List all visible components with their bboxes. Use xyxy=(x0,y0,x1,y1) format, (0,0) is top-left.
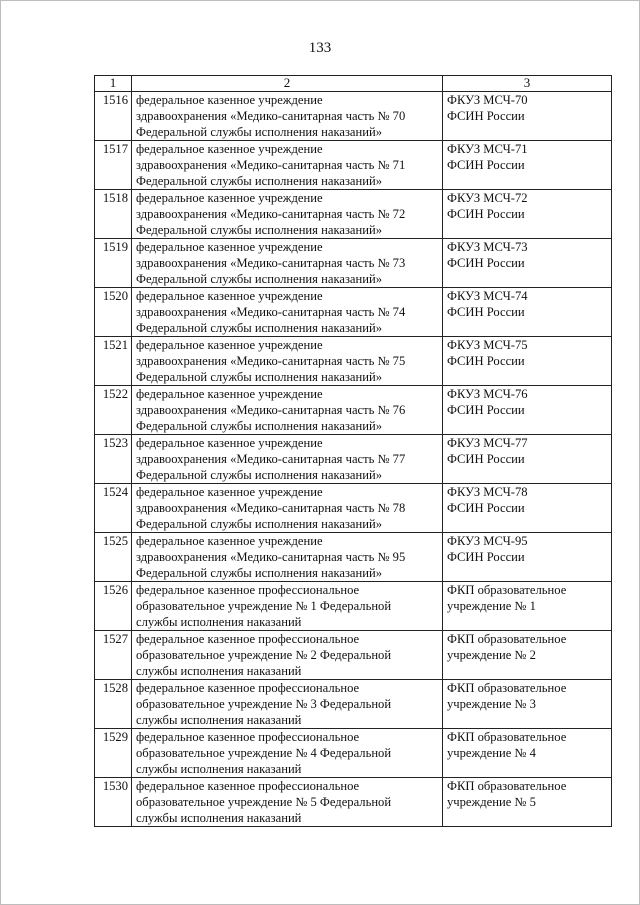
short-name-cell xyxy=(443,141,612,190)
row-number: 1516 xyxy=(95,92,132,141)
table-header-row xyxy=(95,76,612,92)
institution-name-cell xyxy=(132,533,443,582)
row-number: 1522 xyxy=(95,386,132,435)
short-name-line: ФКУЗ МСЧ-72 xyxy=(447,191,528,205)
institution-name-line: Федеральной службы исполнения наказаний» xyxy=(136,468,383,482)
table-row xyxy=(95,386,612,435)
row-number: 1524 xyxy=(95,484,132,533)
table-body xyxy=(95,92,612,827)
short-name-line: ФКУЗ МСЧ-71 xyxy=(447,142,528,156)
short-name-cell xyxy=(443,533,612,582)
short-name-line: ФСИН России xyxy=(447,550,525,564)
short-name-line: ФСИН России xyxy=(447,501,525,515)
short-name-cell xyxy=(443,386,612,435)
institution-name-line: образовательное учреждение № 5 Федеральной xyxy=(136,795,392,809)
institution-name-cell xyxy=(132,386,443,435)
short-name-line: ФКУЗ МСЧ-78 xyxy=(447,485,528,499)
row-number: 1530 xyxy=(95,778,132,827)
short-name-cell xyxy=(443,435,612,484)
short-name-line: учреждение № 2 xyxy=(447,648,536,662)
institution-name-line: Федеральной службы исполнения наказаний» xyxy=(136,321,383,335)
institution-name-line: здравоохранения «Медико-санитарная часть № 72 xyxy=(136,207,406,221)
short-name-line: ФСИН России xyxy=(447,452,525,466)
table-row xyxy=(95,582,612,631)
short-name-line: ФКУЗ МСЧ-74 xyxy=(447,289,528,303)
short-name-line: учреждение № 4 xyxy=(447,746,536,760)
short-name-line: ФКП образовательное xyxy=(447,681,567,695)
table-row xyxy=(95,435,612,484)
table-row xyxy=(95,239,612,288)
institution-name-line: Федеральной службы исполнения наказаний» xyxy=(136,223,383,237)
short-name-line: ФКП образовательное xyxy=(447,583,567,597)
institution-name-line: Федеральной службы исполнения наказаний» xyxy=(136,125,383,139)
institution-name-cell xyxy=(132,729,443,778)
short-name-cell xyxy=(443,729,612,778)
institution-name-line: здравоохранения «Медико-санитарная часть № 73 xyxy=(136,256,406,270)
institution-name-cell xyxy=(132,239,443,288)
institution-name-line: федеральное казенное профессиональное xyxy=(136,779,360,793)
short-name-cell xyxy=(443,484,612,533)
institution-name-line: федеральное казенное учреждение xyxy=(136,485,323,499)
row-number: 1527 xyxy=(95,631,132,680)
institution-name-line: федеральное казенное учреждение xyxy=(136,240,323,254)
institution-name-line: службы исполнения наказаний xyxy=(136,762,302,776)
row-number: 1521 xyxy=(95,337,132,386)
short-name-line: ФСИН России xyxy=(447,403,525,417)
institution-name-cell xyxy=(132,484,443,533)
institution-name-line: федеральное казенное учреждение xyxy=(136,436,323,450)
institution-name-line: Федеральной службы исполнения наказаний» xyxy=(136,517,383,531)
short-name-cell xyxy=(443,190,612,239)
institutions-table xyxy=(94,75,612,827)
institution-name-cell xyxy=(132,435,443,484)
institution-name-line: здравоохранения «Медико-санитарная часть № 71 xyxy=(136,158,406,172)
short-name-line: ФКУЗ МСЧ-75 xyxy=(447,338,528,352)
short-name-cell xyxy=(443,778,612,827)
institution-name-cell xyxy=(132,288,443,337)
row-number: 1529 xyxy=(95,729,132,778)
institution-name-line: федеральное казенное учреждение xyxy=(136,387,323,401)
institution-name-line: службы исполнения наказаний xyxy=(136,615,302,629)
table-row xyxy=(95,680,612,729)
short-name-line: ФКУЗ МСЧ-77 xyxy=(447,436,528,450)
short-name-line: ФКУЗ МСЧ-70 xyxy=(447,93,528,107)
short-name-line: ФКУЗ МСЧ-73 xyxy=(447,240,528,254)
row-number: 1517 xyxy=(95,141,132,190)
institution-name-line: федеральное казенное учреждение xyxy=(136,534,323,548)
row-number: 1520 xyxy=(95,288,132,337)
institution-name-line: федеральное казенное профессиональное xyxy=(136,583,360,597)
short-name-line: ФСИН России xyxy=(447,109,525,123)
institution-name-cell xyxy=(132,92,443,141)
institution-name-line: образовательное учреждение № 4 Федеральной xyxy=(136,746,392,760)
short-name-line: ФКП образовательное xyxy=(447,632,567,646)
table-row xyxy=(95,729,612,778)
short-name-line: ФКП образовательное xyxy=(447,730,567,744)
institution-name-line: образовательное учреждение № 2 Федеральной xyxy=(136,648,392,662)
institution-name-line: Федеральной службы исполнения наказаний» xyxy=(136,566,383,580)
institution-name-line: службы исполнения наказаний xyxy=(136,811,302,825)
table-row xyxy=(95,288,612,337)
table-row xyxy=(95,484,612,533)
institution-name-line: здравоохранения «Медико-санитарная часть № 95 xyxy=(136,550,406,564)
institution-name-cell xyxy=(132,141,443,190)
short-name-line: ФСИН России xyxy=(447,305,525,319)
institution-name-line: Федеральной службы исполнения наказаний» xyxy=(136,174,383,188)
institution-name-line: образовательное учреждение № 1 Федеральной xyxy=(136,599,392,613)
column-header-abbreviation: 3 xyxy=(443,76,612,92)
institution-name-cell xyxy=(132,680,443,729)
row-number: 1526 xyxy=(95,582,132,631)
institution-name-line: федеральное казенное профессиональное xyxy=(136,632,360,646)
institution-name-line: федеральное казенное учреждение xyxy=(136,338,323,352)
institution-name-line: здравоохранения «Медико-санитарная часть № 78 xyxy=(136,501,406,515)
row-number: 1523 xyxy=(95,435,132,484)
short-name-cell xyxy=(443,631,612,680)
institution-name-cell xyxy=(132,631,443,680)
table-row xyxy=(95,337,612,386)
row-number: 1519 xyxy=(95,239,132,288)
institution-name-line: Федеральной службы исполнения наказаний» xyxy=(136,272,383,286)
institution-name-line: здравоохранения «Медико-санитарная часть № 70 xyxy=(136,109,406,123)
institution-name-line: образовательное учреждение № 3 Федеральной xyxy=(136,697,392,711)
short-name-cell xyxy=(443,582,612,631)
row-number: 1518 xyxy=(95,190,132,239)
short-name-cell xyxy=(443,239,612,288)
short-name-line: ФСИН России xyxy=(447,354,525,368)
short-name-line: ФКУЗ МСЧ-95 xyxy=(447,534,528,548)
institution-name-cell xyxy=(132,337,443,386)
page-number: 133 xyxy=(308,40,332,56)
short-name-line: ФКУЗ МСЧ-76 xyxy=(447,387,528,401)
short-name-line: учреждение № 5 xyxy=(447,795,536,809)
short-name-cell xyxy=(443,680,612,729)
table-row xyxy=(95,92,612,141)
short-name-line: ФСИН России xyxy=(447,158,525,172)
institution-name-line: здравоохранения «Медико-санитарная часть № 75 xyxy=(136,354,406,368)
institution-name-line: федеральное казенное учреждение xyxy=(136,289,323,303)
institution-name-line: службы исполнения наказаний xyxy=(136,713,302,727)
institution-name-cell xyxy=(132,778,443,827)
short-name-line: ФСИН России xyxy=(447,256,525,270)
short-name-cell xyxy=(443,92,612,141)
row-number: 1528 xyxy=(95,680,132,729)
institution-name-line: Федеральной службы исполнения наказаний» xyxy=(136,419,383,433)
short-name-line: ФСИН России xyxy=(447,207,525,221)
short-name-cell xyxy=(443,337,612,386)
institution-name-line: здравоохранения «Медико-санитарная часть № 76 xyxy=(136,403,406,417)
institution-name-line: федеральное казенное профессиональное xyxy=(136,681,360,695)
table-row xyxy=(95,141,612,190)
institution-name-line: Федеральной службы исполнения наказаний» xyxy=(136,370,383,384)
institution-name-line: федеральное казенное учреждение xyxy=(136,142,323,156)
institution-name-line: федеральное казенное учреждение xyxy=(136,191,323,205)
short-name-cell xyxy=(443,288,612,337)
table-row xyxy=(95,631,612,680)
table-row xyxy=(95,533,612,582)
row-number: 1525 xyxy=(95,533,132,582)
short-name-line: ФКП образовательное xyxy=(447,779,567,793)
institution-name-line: здравоохранения «Медико-санитарная часть № 77 xyxy=(136,452,406,466)
column-header-name: 2 xyxy=(132,76,443,92)
table-row xyxy=(95,190,612,239)
institution-name-cell xyxy=(132,582,443,631)
column-header-number: 1 xyxy=(95,76,132,92)
short-name-line: учреждение № 3 xyxy=(447,697,536,711)
institution-name-line: федеральное казенное профессиональное xyxy=(136,730,360,744)
institution-name-line: службы исполнения наказаний xyxy=(136,664,302,678)
short-name-line: учреждение № 1 xyxy=(447,599,536,613)
institution-name-line: здравоохранения «Медико-санитарная часть № 74 xyxy=(136,305,406,319)
institution-name-cell xyxy=(132,190,443,239)
institution-name-line: федеральное казенное учреждение xyxy=(136,93,323,107)
table-row xyxy=(95,778,612,827)
